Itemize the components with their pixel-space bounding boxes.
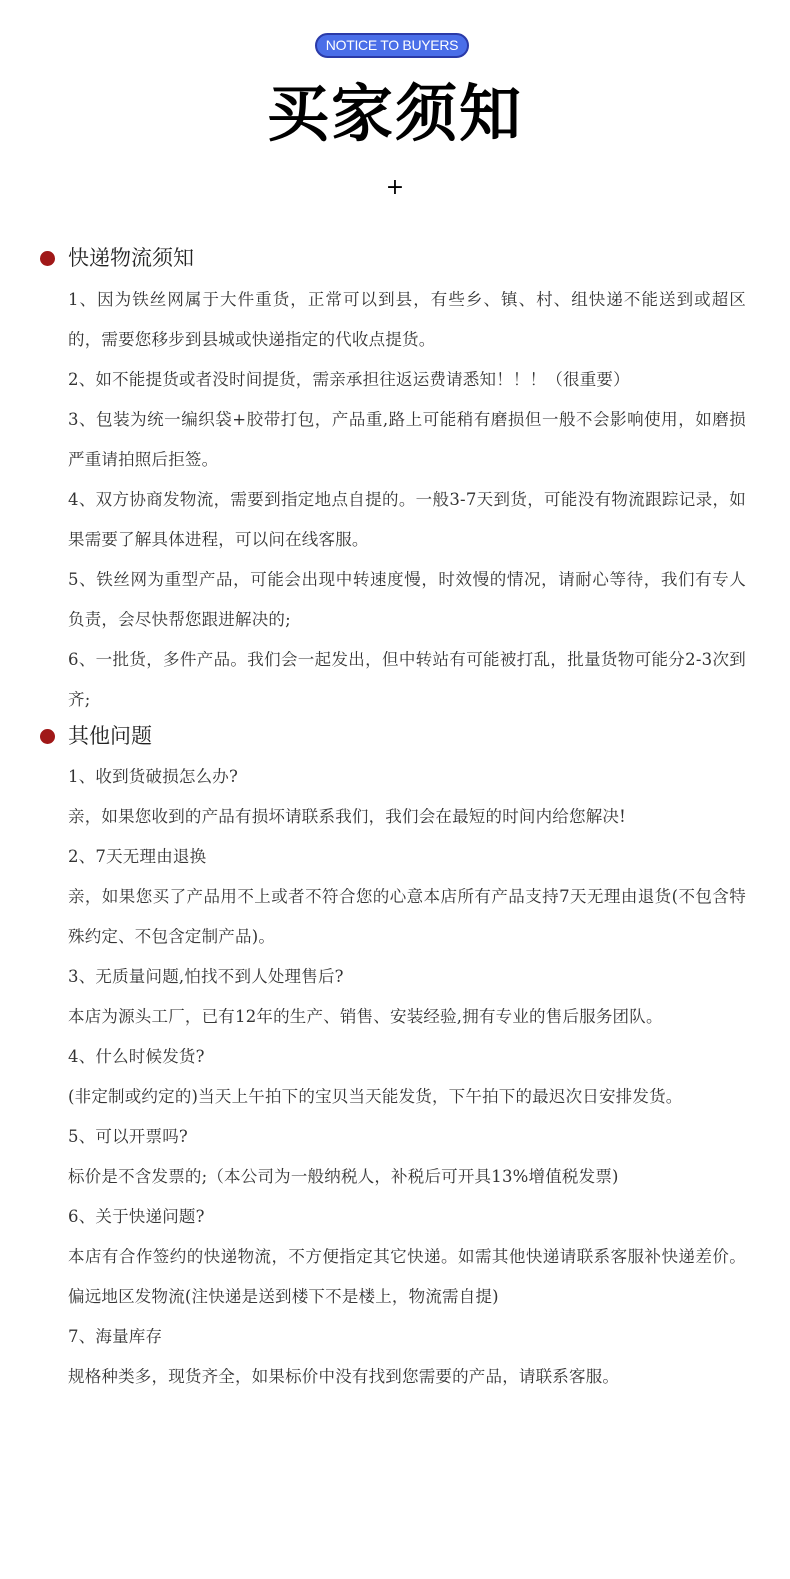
list-item: 5、铁丝网为重型产品，可能会出现中转速度慢，时效慢的情况，请耐心等待，我们有专人负责，会尽快帮您跟进解决的; — [68, 570, 746, 629]
faq-answer: 本店为源头工厂，已有12年的生产、销售、安装经验,拥有专业的售后服务团队。 — [68, 1007, 663, 1026]
faq-question: 2、7天无理由退换 — [68, 847, 207, 866]
list-item: 4、双方协商发物流，需要到指定地点自提的。一般3-7天到货，可能没有物流跟踪记录，如果需要了解具体进程，可以问在线客服。 — [68, 490, 746, 549]
red-bullet-icon — [40, 251, 55, 266]
page-title: 买家须知 — [266, 77, 523, 150]
section-title: 其他问题 — [68, 724, 152, 748]
faq-answer: 亲，如果您买了产品用不上或者不符合您的心意本店所有产品支持7天无理由退货(不包含特殊约定、不包含定制产品)。 — [68, 887, 746, 946]
logistics-notice-list — [68, 280, 746, 720]
section-heading-logistics — [40, 243, 194, 273]
faq-answer: 规格种类多，现货齐全，如果标价中没有找到您需要的产品，请联系客服。 — [68, 1367, 620, 1386]
section-title: 快递物流须知 — [68, 246, 194, 270]
faq-answer: 亲，如果您收到的产品有损坏请联系我们，我们会在最短的时间内给您解决! — [68, 807, 626, 826]
red-bullet-icon — [40, 729, 55, 744]
plus-icon: + — [385, 175, 405, 200]
faq-answer: (非定制或约定的)当天上午拍下的宝贝当天能发货，下午拍下的最迟次日安排发货。 — [68, 1087, 683, 1106]
list-item: 6、一批货，多件产品。我们会一起发出，但中转站有可能被打乱，批量货物可能分2-3次到齐; — [68, 650, 746, 709]
faq-question: 4、什么时候发货? — [68, 1047, 205, 1066]
section-heading-other-questions — [40, 721, 152, 751]
faq-question: 3、无质量问题,怕找不到人处理售后? — [68, 967, 344, 986]
faq-answer: 标价是不含发票的;（本公司为一般纳税人，补税后可开具13%增值税发票) — [68, 1167, 619, 1186]
list-item: 1、因为铁丝网属于大件重货，正常可以到县，有些乡、镇、村、组快递不能送到或超区的，需要您移步到县城或快递指定的代收点提货。 — [68, 290, 746, 349]
faq-question: 1、收到货破损怎么办? — [68, 767, 239, 786]
other-questions-list — [68, 757, 746, 1397]
notice-to-buyers-badge: NOTICE TO BUYERS — [315, 33, 469, 58]
list-item: 2、如不能提货或者没时间提货，需亲承担往返运费请悉知！！！（很重要） — [68, 370, 630, 389]
faq-answer: 本店有合作签约的快递物流，不方便指定其它快递。如需其他快递请联系客服补快递差价。偏远地区发物流(注快递是送到楼下不是楼上，物流需自提) — [68, 1247, 746, 1306]
faq-question: 5、可以开票吗? — [68, 1127, 188, 1146]
faq-question: 7、海量库存 — [68, 1327, 163, 1346]
faq-question: 6、关于快递问题? — [68, 1207, 205, 1226]
list-item: 3、包装为统一编织袋+胶带打包，产品重,路上可能稍有磨损但一般不会影响使用，如磨损严重请拍照后拒签。 — [68, 410, 746, 469]
